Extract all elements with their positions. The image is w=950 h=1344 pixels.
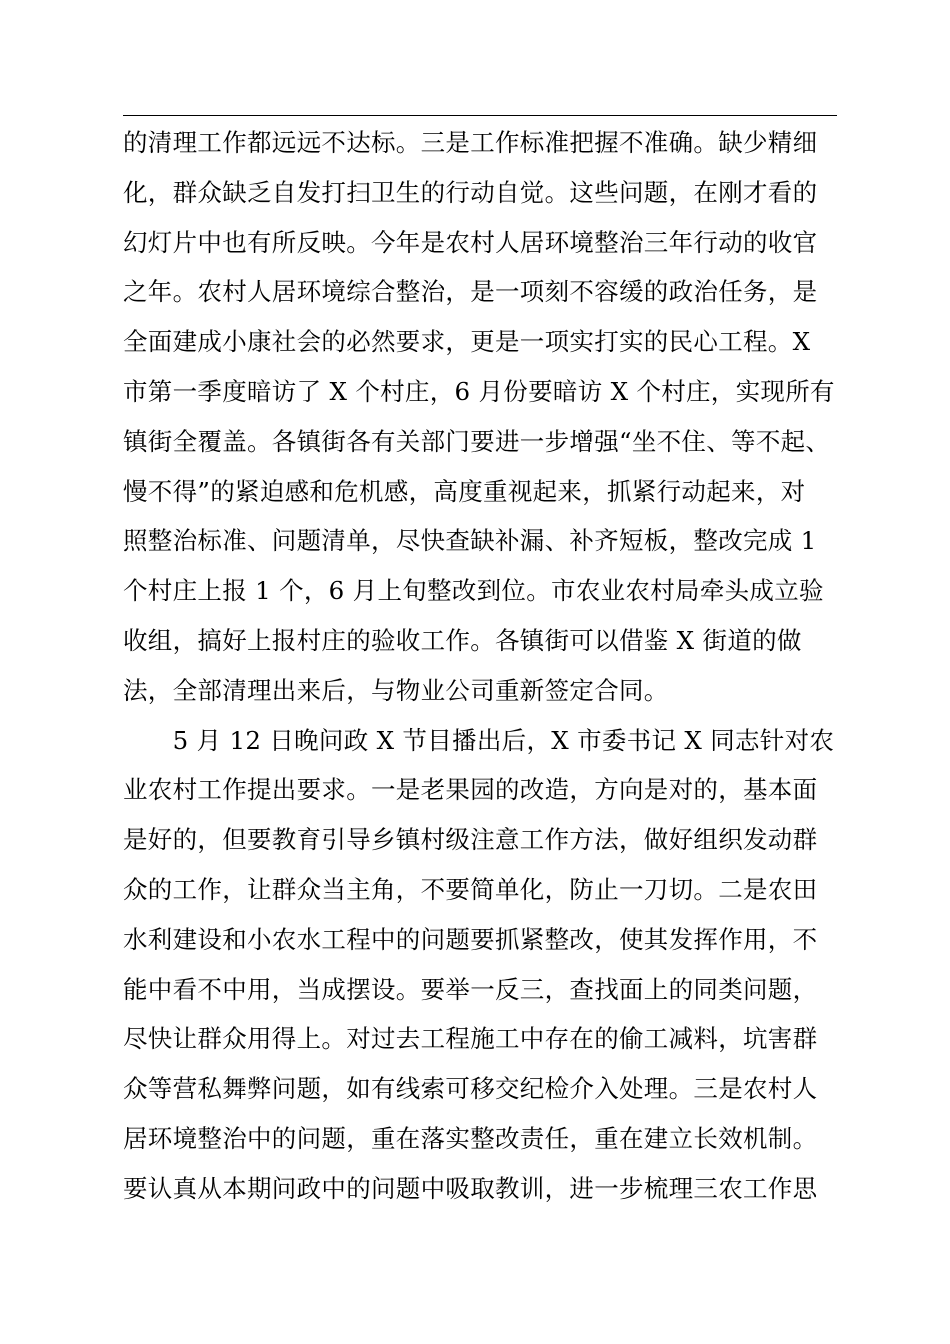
text-line: 是好的，但要教育引导乡镇村级注意工作方法，做好组织发动群	[123, 825, 818, 855]
text-line: 5 月 12 日晚问政 X 节目播出后，X 市委书记 X 同志针对农	[123, 725, 835, 755]
text-line: 居环境整治中的问题，重在落实整改责任，重在建立长效机制。	[123, 1123, 818, 1153]
text-line: 的清理工作都远远不达标。三是工作标准把握不准确。缺少精细	[123, 128, 818, 157]
text-line: 个村庄上报 1 个，6 月上旬整改到位。市农业农村局牵头成立验	[123, 576, 824, 606]
text-line: 能中看不中用，当成摆设。要举一反三，查找面上的同类问题，	[123, 974, 818, 1004]
text-line: 要认真从本期问政中的问题中吸取教训，进一步梳理三农工作思	[123, 1173, 818, 1203]
text-line: 照整治标准、问题清单，尽快查缺补漏、补齐短板，整改完成 1	[123, 526, 817, 556]
header-divider	[123, 115, 837, 116]
text-line: 镇街全覆盖。各镇街各有关部门要进一步增强“坐不住、等不起、	[123, 426, 831, 456]
text-line: 业农村工作提出要求。一是老果园的改造，方向是对的，基本面	[123, 775, 818, 805]
text-line: 众等营私舞弊问题，如有线索可移交纪检介入处理。三是农村人	[123, 1074, 818, 1104]
text-line: 之年。农村人居环境综合整治，是一项刻不容缓的政治任务，是	[123, 277, 818, 307]
text-line: 全面建成小康社会的必然要求，更是一项实打实的民心工程。X	[123, 327, 811, 357]
text-line: 化，群众缺乏自发打扫卫生的行动自觉。这些问题，在刚才看的	[123, 177, 818, 207]
body-text	[123, 118, 883, 1214]
text-line: 收组，搞好上报村庄的验收工作。各镇街可以借鉴 X 街道的做	[123, 625, 802, 655]
text-line: 幻灯片中也有所反映。今年是农村人居环境整治三年行动的收官	[123, 227, 818, 257]
text-line: 市第一季度暗访了 X 个村庄，6 月份要暗访 X 个村庄，实现所有	[123, 376, 835, 406]
text-line: 法，全部清理出来后，与物业公司重新签定合同。	[123, 675, 669, 705]
text-line: 慢不得”的紧迫感和危机感，高度重视起来，抓紧行动起来，对	[123, 476, 806, 506]
text-line: 水利建设和小农水工程中的问题要抓紧整改，使其发挥作用，不	[123, 924, 818, 954]
text-line: 尽快让群众用得上。对过去工程施工中存在的偷工减料，坑害群	[123, 1024, 818, 1054]
text-line: 众的工作，让群众当主角，不要简单化，防止一刀切。二是农田	[123, 874, 818, 904]
